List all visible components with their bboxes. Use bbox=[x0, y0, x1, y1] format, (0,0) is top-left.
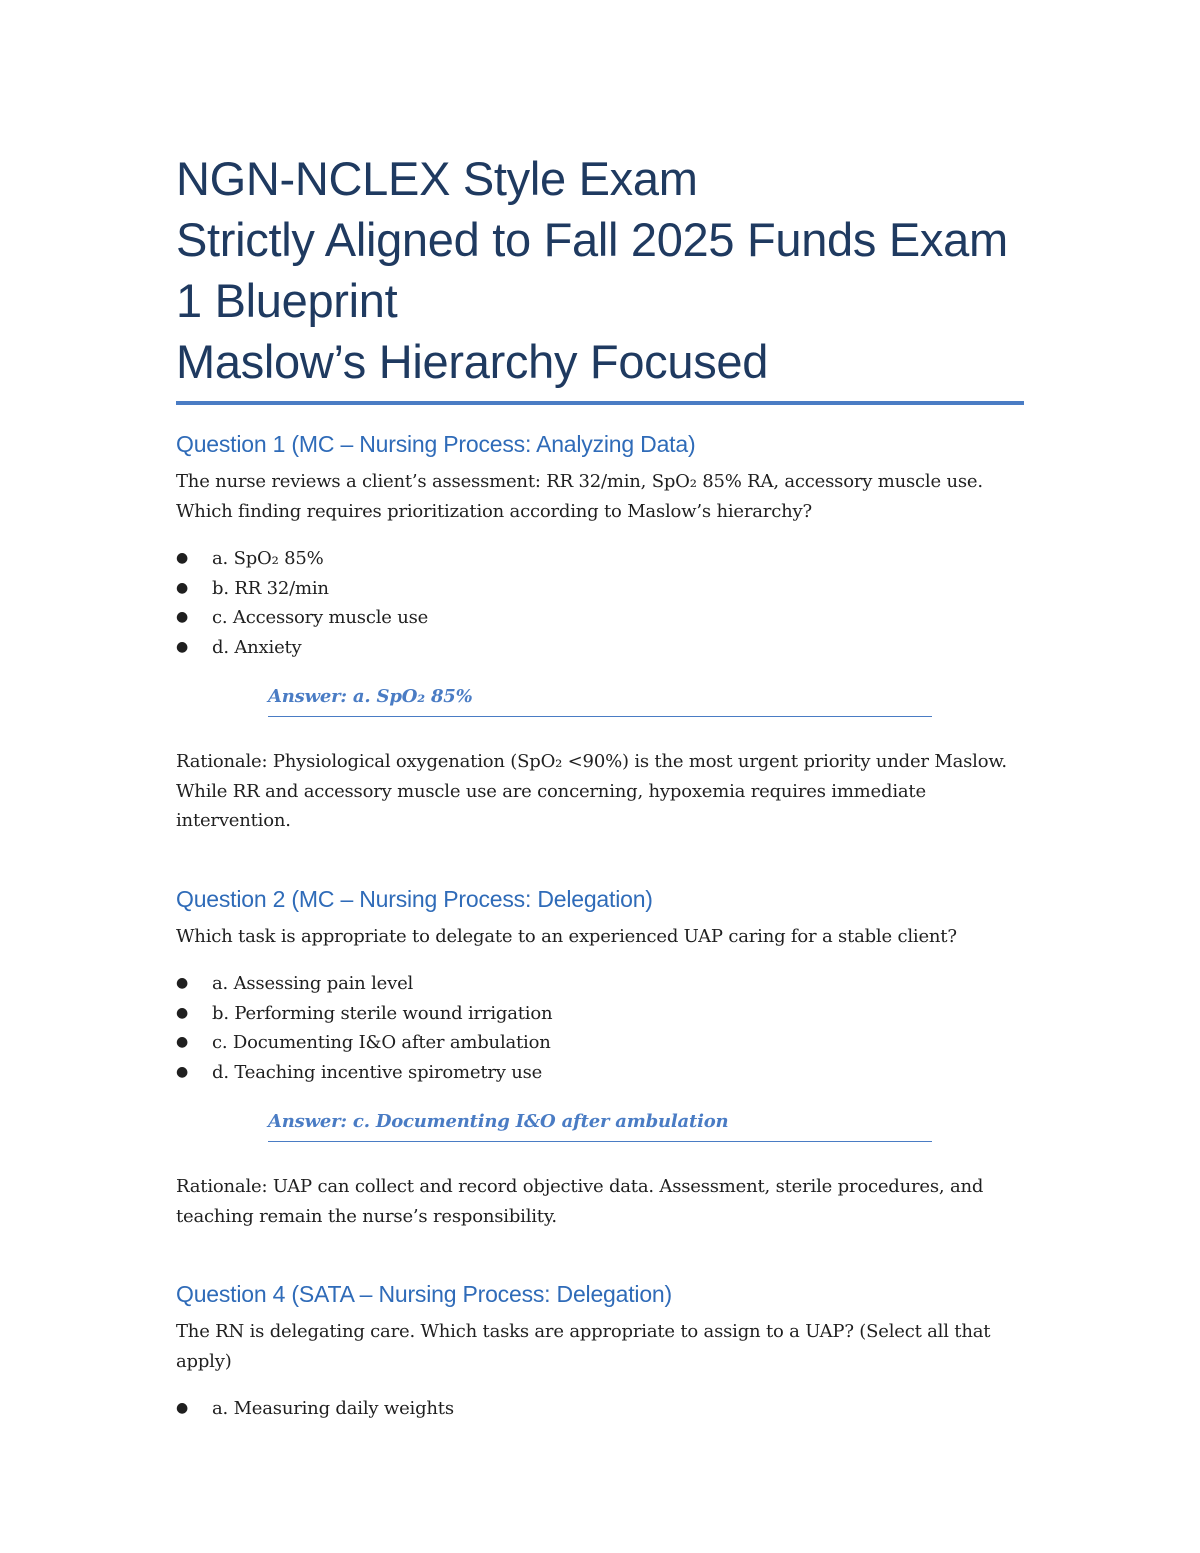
option-item bbox=[176, 633, 1024, 663]
rationale-text: Rationale: UAP can collect and record objective data. Assessment, sterile procedures, and teaching remain the nurse’s responsibility. bbox=[176, 1176, 984, 1227]
bullet-icon: ● bbox=[176, 1004, 189, 1021]
question-heading: Question 1 (MC – Nursing Process: Analyzing Data) bbox=[176, 431, 696, 457]
bullet-icon: ● bbox=[176, 638, 189, 655]
question-1 bbox=[176, 429, 1024, 836]
question-2 bbox=[176, 884, 1024, 1232]
option-text: c. Accessory muscle use bbox=[212, 607, 429, 628]
option-item bbox=[176, 1394, 1024, 1424]
title-line-3: 1 Blueprint bbox=[176, 274, 398, 327]
option-item bbox=[176, 1028, 1024, 1058]
title-divider bbox=[176, 401, 1024, 405]
title-line-1: NGN-NCLEX Style Exam bbox=[176, 152, 698, 205]
option-text: b. Performing sterile wound irrigation bbox=[212, 1002, 553, 1024]
document-title bbox=[176, 148, 1024, 392]
option-text: c. Documenting I&O after ambulation bbox=[212, 1032, 551, 1053]
answer-options bbox=[176, 969, 1024, 1087]
option-text: a. Assessing pain level bbox=[212, 973, 414, 994]
title-line-2: Strictly Aligned to Fall 2025 Funds Exam bbox=[176, 213, 1008, 266]
option-item bbox=[176, 999, 1024, 1029]
rationale-text: Rationale: Physiological oxygenation (SpO₂ <90%) is the most urgent priority under Maslow. While RR and accessory muscle use are concerning, hypoxemia requires immediate intervention. bbox=[176, 751, 1007, 831]
option-text: a. SpO₂ 85% bbox=[212, 548, 324, 569]
bullet-icon: ● bbox=[176, 1400, 189, 1416]
answer-callout: Answer: c. Documenting I&O after ambulation bbox=[268, 1109, 932, 1142]
bullet-icon: ● bbox=[176, 609, 189, 625]
question-heading: Question 2 (MC – Nursing Process: Delegation) bbox=[176, 885, 653, 912]
question-4 bbox=[176, 1279, 1024, 1424]
option-item bbox=[176, 544, 1024, 574]
option-text: b. RR 32/min bbox=[212, 577, 329, 599]
question-stem: The nurse reviews a client’s assessment: RR 32/min, SpO₂ 85% RA, accessory muscle use. Which finding requires prioritization according to Maslow’s hierarchy? bbox=[176, 471, 983, 522]
title-line-4: Maslow’s Hierarchy Focused bbox=[176, 335, 769, 388]
bullet-icon: ● bbox=[176, 579, 189, 596]
bullet-icon: ● bbox=[176, 1034, 189, 1050]
option-text: a. Measuring daily weights bbox=[212, 1398, 454, 1419]
option-item bbox=[176, 603, 1024, 633]
bullet-icon: ● bbox=[176, 1063, 189, 1080]
option-item bbox=[176, 574, 1024, 604]
bullet-icon: ● bbox=[176, 550, 189, 566]
option-text: d. Teaching incentive spirometry use bbox=[212, 1061, 543, 1083]
document-page bbox=[176, 148, 1024, 1424]
answer-callout: Answer: a. SpO₂ 85% bbox=[268, 684, 932, 717]
question-stem: Which task is appropriate to delegate to an experienced UAP caring for a stable client? bbox=[176, 925, 957, 947]
option-item bbox=[176, 1058, 1024, 1088]
option-item bbox=[176, 969, 1024, 999]
answer-options bbox=[176, 1394, 1024, 1424]
answer-options bbox=[176, 544, 1024, 662]
question-heading: Question 4 (SATA – Nursing Process: Delegation) bbox=[176, 1281, 672, 1307]
bullet-icon: ● bbox=[176, 975, 189, 991]
option-text: d. Anxiety bbox=[212, 636, 302, 658]
question-stem: The RN is delegating care. Which tasks are appropriate to assign to a UAP? (Select all that apply) bbox=[176, 1321, 991, 1372]
